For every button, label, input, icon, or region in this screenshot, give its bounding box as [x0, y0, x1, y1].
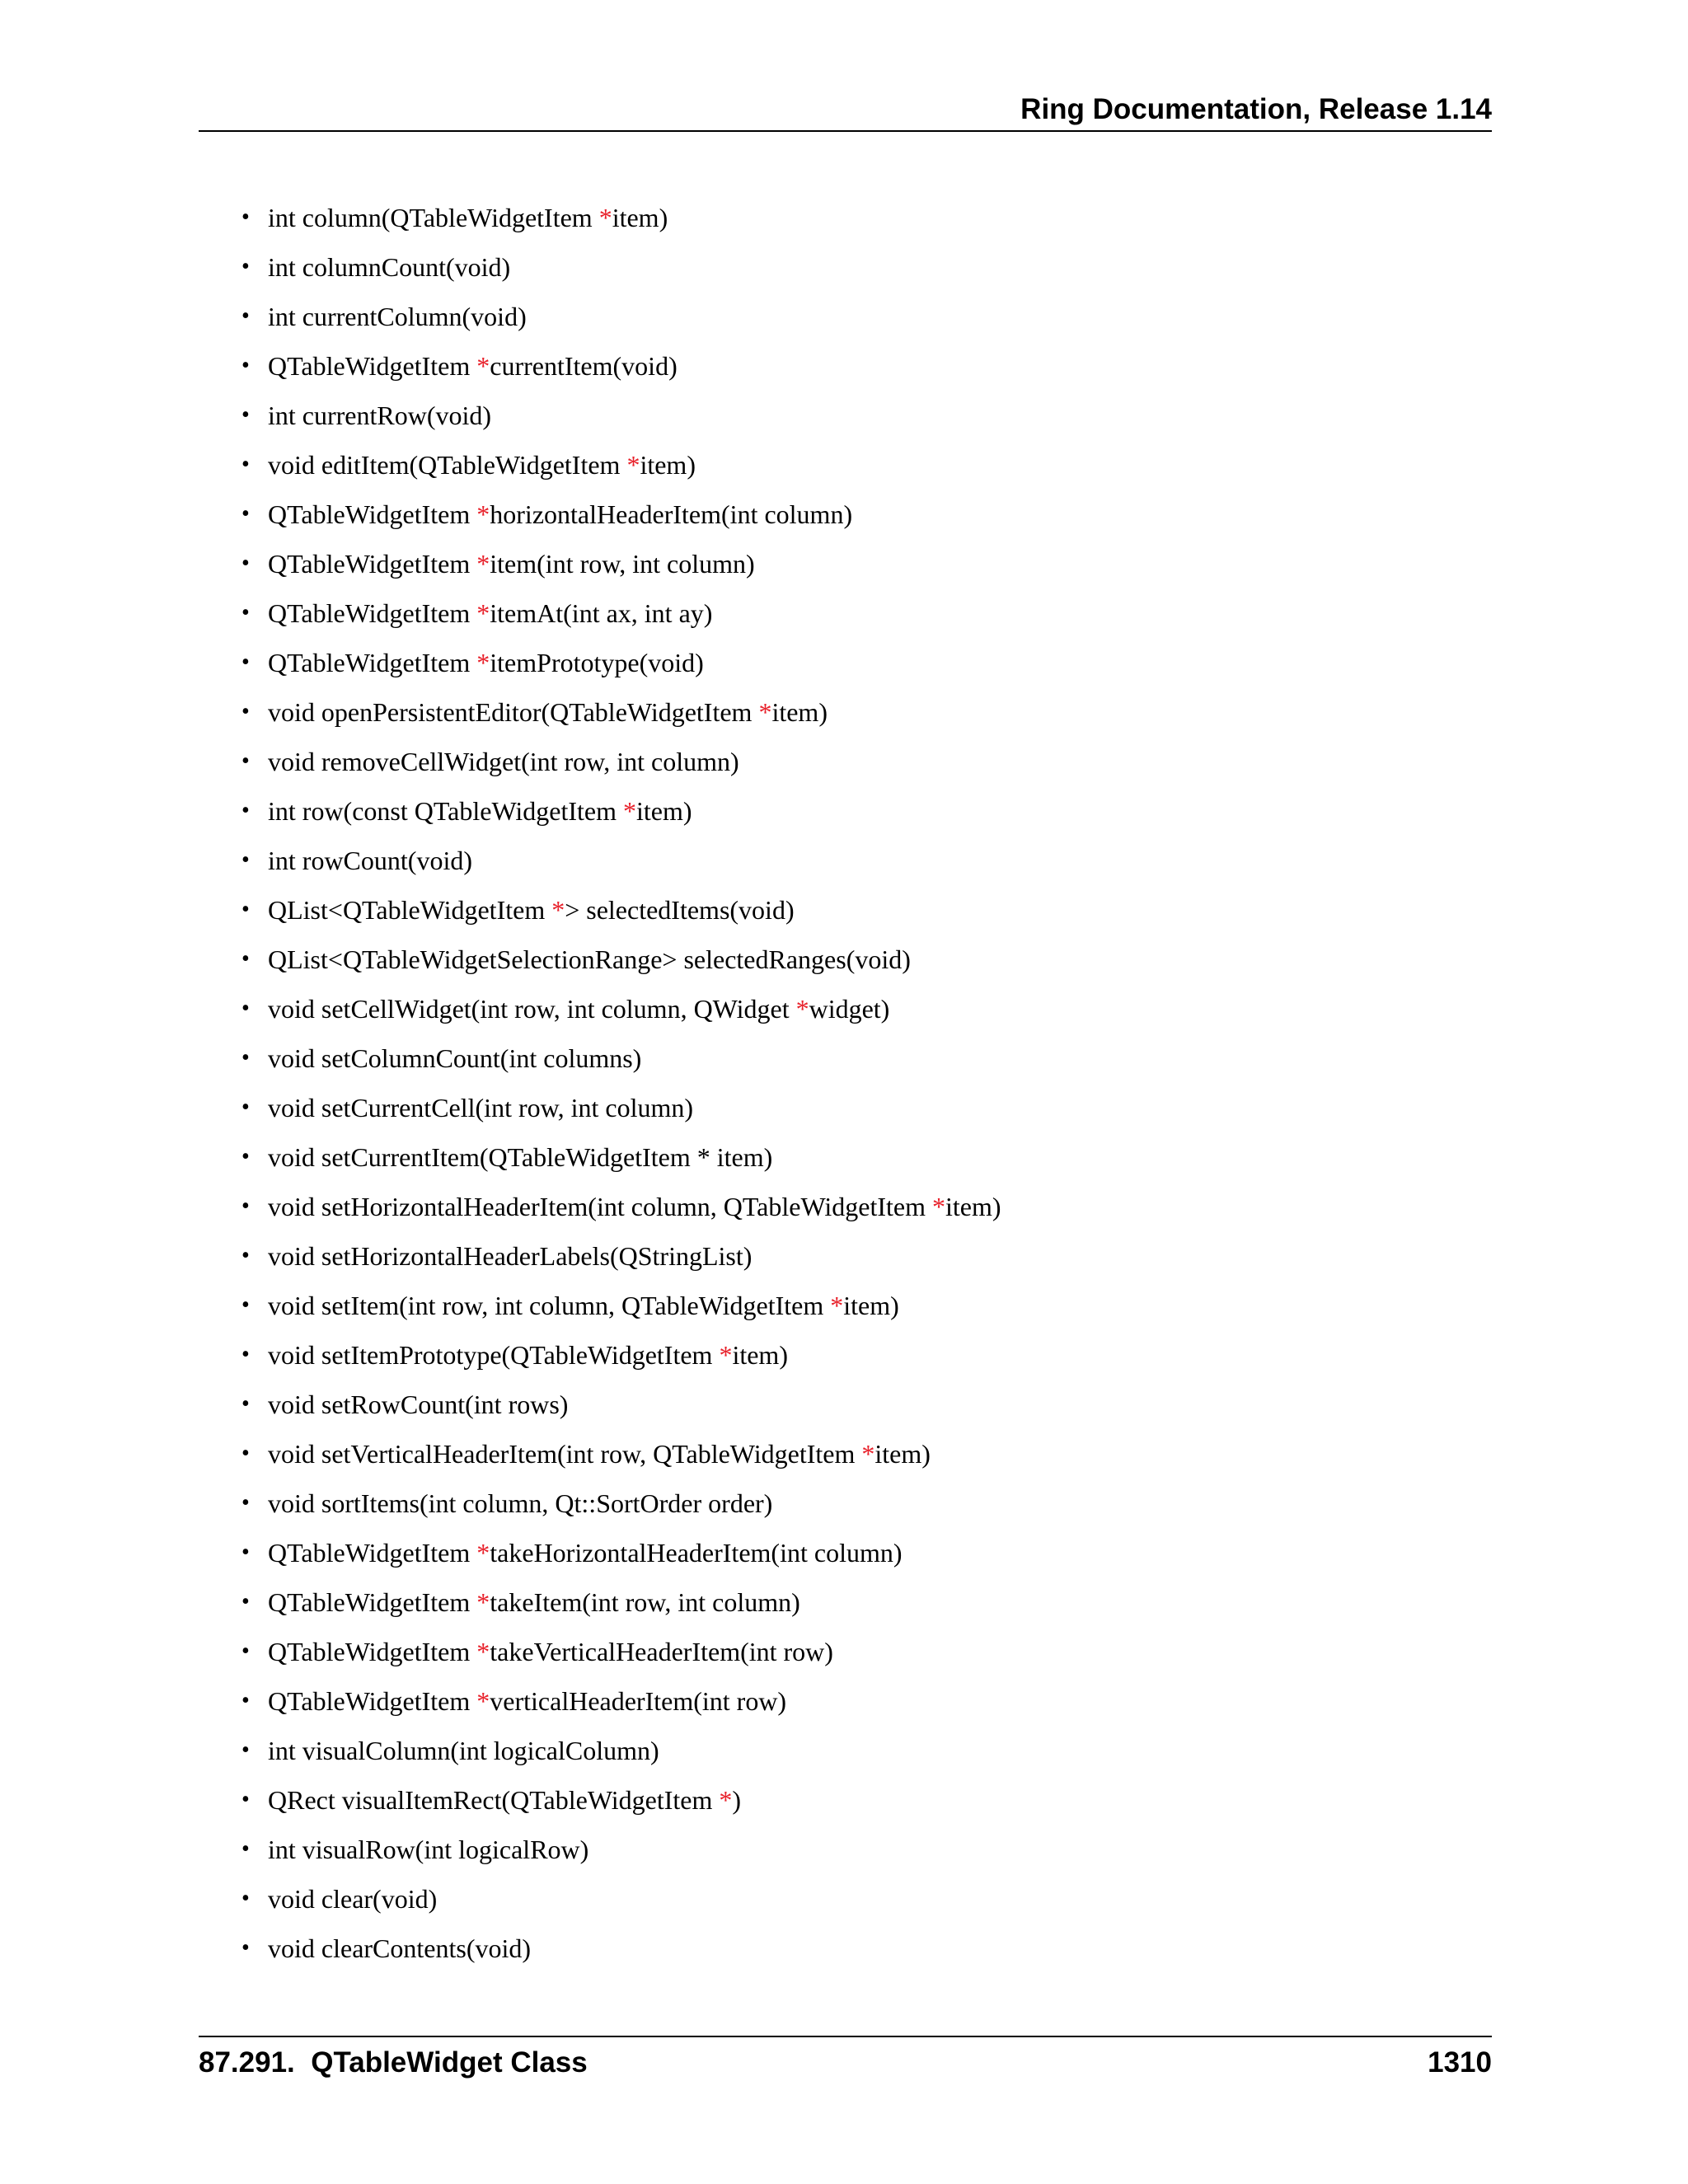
method-signature-rest: currentItem(void) — [490, 351, 678, 381]
method-signature-text: void clearContents(void) — [268, 1933, 532, 1963]
method-signature-text: int visualColumn(int logicalColumn) — [268, 1736, 659, 1765]
method-item — [239, 292, 1001, 341]
bullet-icon: • — [241, 1886, 250, 1911]
method-signature-rest: takeVerticalHeaderItem(int row) — [490, 1637, 833, 1666]
bullet-icon: • — [241, 1787, 250, 1812]
method-signature-text: void setHorizontalHeaderItem(int column, QTableWidgetItem — [268, 1192, 932, 1221]
method-signature-rest: item) — [843, 1291, 899, 1320]
method-signature-text: void setColumnCount(int columns) — [268, 1043, 642, 1073]
method-signature-rest: item) — [874, 1439, 931, 1469]
method-item — [239, 935, 1001, 984]
bullet-icon: • — [241, 996, 250, 1021]
bullet-icon: • — [241, 600, 250, 626]
method-signature-rest: item) — [612, 203, 668, 232]
method-item — [239, 341, 1001, 391]
document-title: Ring Documentation, Release 1.14 — [1020, 93, 1492, 125]
bullet-icon: • — [241, 1391, 250, 1417]
bullet-icon: • — [241, 551, 250, 576]
pointer-asterisk: * — [476, 598, 490, 628]
pointer-asterisk: * — [623, 796, 637, 826]
method-signature-rest: item) — [640, 450, 696, 480]
page-number: 1310 — [1428, 2046, 1492, 2079]
bullet-icon: • — [241, 1441, 250, 1466]
method-item — [239, 1825, 1001, 1874]
method-signature-text: void setCellWidget(int row, int column, QWidget — [268, 994, 796, 1024]
method-signature-text: int currentRow(void) — [268, 401, 492, 430]
method-signature-rest: horizontalHeaderItem(int column) — [490, 499, 853, 529]
bullet-icon: • — [241, 452, 250, 477]
method-signature-text: QTableWidgetItem — [268, 499, 477, 529]
method-item — [239, 193, 1001, 242]
method-item — [239, 638, 1001, 687]
method-signature-rest: verticalHeaderItem(int row) — [490, 1686, 787, 1716]
pointer-asterisk: * — [758, 697, 772, 727]
method-signature-text: void openPersistentEditor(QTableWidgetItem — [268, 697, 759, 727]
section-title: 87.291. QTableWidget Class — [199, 2046, 588, 2079]
method-signature-rest: takeHorizontalHeaderItem(int column) — [490, 1538, 903, 1568]
method-signature-rest: ) — [732, 1785, 742, 1815]
method-item — [239, 836, 1001, 885]
method-item — [239, 737, 1001, 786]
bullet-icon: • — [241, 204, 250, 230]
method-signature-rest: item) — [636, 796, 692, 826]
pointer-asterisk: * — [598, 203, 612, 232]
method-signature-text: QTableWidgetItem — [268, 1686, 477, 1716]
method-signature-text: int visualRow(int logicalRow) — [268, 1835, 589, 1864]
pointer-asterisk: * — [476, 499, 490, 529]
pointer-asterisk: * — [719, 1340, 733, 1370]
method-signature-text: int column(QTableWidgetItem — [268, 203, 599, 232]
method-item — [239, 490, 1001, 539]
pointer-asterisk: * — [476, 1686, 490, 1716]
method-item — [239, 391, 1001, 440]
method-signature-text: void setCurrentItem(QTableWidgetItem * item) — [268, 1142, 773, 1172]
bullet-icon: • — [241, 1688, 250, 1713]
method-item — [239, 1528, 1001, 1577]
bullet-icon: • — [241, 402, 250, 428]
method-signature-text: QTableWidgetItem — [268, 351, 477, 381]
method-signature-rest: item) — [945, 1192, 1001, 1221]
method-item — [239, 1479, 1001, 1528]
bullet-icon: • — [241, 946, 250, 972]
bullet-icon: • — [241, 1144, 250, 1169]
method-signature-rest: item) — [732, 1340, 788, 1370]
bullet-icon: • — [241, 1243, 250, 1268]
pointer-asterisk: * — [476, 549, 490, 579]
method-signature-text: QTableWidgetItem — [268, 549, 477, 579]
method-item — [239, 440, 1001, 490]
bullet-icon: • — [241, 1589, 250, 1615]
bullet-icon: • — [241, 1490, 250, 1516]
bullet-icon: • — [241, 254, 250, 279]
method-item — [239, 885, 1001, 935]
method-signature-text: QList<QTableWidgetSelectionRange> selectedRanges(void) — [268, 944, 911, 974]
method-signature-text: QTableWidgetItem — [268, 1538, 477, 1568]
method-item — [239, 1330, 1001, 1380]
method-signature-text: int rowCount(void) — [268, 846, 472, 875]
method-signature-text: QTableWidgetItem — [268, 598, 477, 628]
method-item — [239, 1231, 1001, 1281]
method-item — [239, 687, 1001, 737]
method-item — [239, 786, 1001, 836]
method-item — [239, 1132, 1001, 1182]
bullet-icon: • — [241, 1193, 250, 1219]
bullet-icon: • — [241, 1094, 250, 1120]
bullet-icon: • — [241, 748, 250, 774]
method-signature-text: void setRowCount(int rows) — [268, 1390, 569, 1419]
method-signature-rest: itemAt(int ax, int ay) — [490, 598, 713, 628]
method-item — [239, 539, 1001, 588]
bullet-icon: • — [241, 1836, 250, 1862]
pointer-asterisk: * — [476, 648, 490, 677]
pointer-asterisk: * — [476, 1587, 490, 1617]
pointer-asterisk: * — [830, 1291, 844, 1320]
pointer-asterisk: * — [551, 895, 565, 925]
method-signature-text: void editItem(QTableWidgetItem — [268, 450, 627, 480]
pointer-asterisk: * — [719, 1785, 733, 1815]
method-item — [239, 984, 1001, 1033]
bullet-icon: • — [241, 353, 250, 378]
method-item — [239, 1083, 1001, 1132]
bullet-icon: • — [241, 1342, 250, 1367]
method-signature-text: void setCurrentCell(int row, int column) — [268, 1093, 694, 1122]
method-item — [239, 1380, 1001, 1429]
bullet-icon: • — [241, 1540, 250, 1565]
method-signature-rest: item) — [771, 697, 828, 727]
pointer-asterisk: * — [476, 1538, 490, 1568]
pointer-asterisk: * — [476, 351, 490, 381]
bullet-icon: • — [241, 501, 250, 527]
bullet-icon: • — [241, 1045, 250, 1071]
method-item — [239, 1182, 1001, 1231]
page-footer — [199, 2036, 1492, 2087]
pointer-asterisk: * — [476, 1637, 490, 1666]
method-signature-rest: takeItem(int row, int column) — [490, 1587, 800, 1617]
bullet-icon: • — [241, 1292, 250, 1318]
method-item — [239, 1429, 1001, 1479]
bullet-icon: • — [241, 699, 250, 724]
method-signature-rest: widget) — [809, 994, 890, 1024]
bullet-icon: • — [241, 847, 250, 873]
method-item — [239, 1033, 1001, 1083]
method-signature-text: void setHorizontalHeaderLabels(QStringList) — [268, 1241, 753, 1271]
method-signature-rest: > selectedItems(void) — [565, 895, 795, 925]
method-item — [239, 1924, 1001, 1973]
method-signature-text: int columnCount(void) — [268, 252, 511, 282]
method-item — [239, 1874, 1001, 1924]
pointer-asterisk: * — [626, 450, 640, 480]
bullet-icon: • — [241, 798, 250, 823]
method-signature-text: void setItem(int row, int column, QTableWidgetItem — [268, 1291, 831, 1320]
method-signature-text: QTableWidgetItem — [268, 648, 477, 677]
method-item — [239, 242, 1001, 292]
method-signature-text: void removeCellWidget(int row, int column) — [268, 747, 739, 776]
method-signature-text: QList<QTableWidgetItem — [268, 895, 552, 925]
method-item — [239, 1281, 1001, 1330]
bullet-icon: • — [241, 1935, 250, 1961]
method-signature-text: void clear(void) — [268, 1884, 438, 1914]
pointer-asterisk: * — [795, 994, 809, 1024]
pointer-asterisk: * — [931, 1192, 945, 1221]
method-list — [239, 193, 1001, 1973]
method-item — [239, 1577, 1001, 1627]
method-signature-text: void setItemPrototype(QTableWidgetItem — [268, 1340, 720, 1370]
method-signature-rest: itemPrototype(void) — [490, 648, 704, 677]
method-signature-text: void setVerticalHeaderItem(int row, QTableWidgetItem — [268, 1439, 862, 1469]
bullet-icon: • — [241, 1737, 250, 1763]
method-signature-rest: item(int row, int column) — [490, 549, 755, 579]
method-signature-text: int currentColumn(void) — [268, 302, 527, 331]
method-signature-text: QTableWidgetItem — [268, 1637, 477, 1666]
bullet-icon: • — [241, 897, 250, 922]
method-signature-text: QTableWidgetItem — [268, 1587, 477, 1617]
bullet-icon: • — [241, 1638, 250, 1664]
pointer-asterisk: * — [861, 1439, 875, 1469]
method-item — [239, 588, 1001, 638]
page-header — [199, 89, 1492, 132]
method-signature-text: QRect visualItemRect(QTableWidgetItem — [268, 1785, 720, 1815]
method-item — [239, 1775, 1001, 1825]
bullet-icon: • — [241, 649, 250, 675]
bullet-icon: • — [241, 303, 250, 329]
method-signature-text: void sortItems(int column, Qt::SortOrder order) — [268, 1488, 773, 1518]
method-item — [239, 1627, 1001, 1676]
method-item — [239, 1726, 1001, 1775]
method-signature-text: int row(const QTableWidgetItem — [268, 796, 624, 826]
method-item — [239, 1676, 1001, 1726]
